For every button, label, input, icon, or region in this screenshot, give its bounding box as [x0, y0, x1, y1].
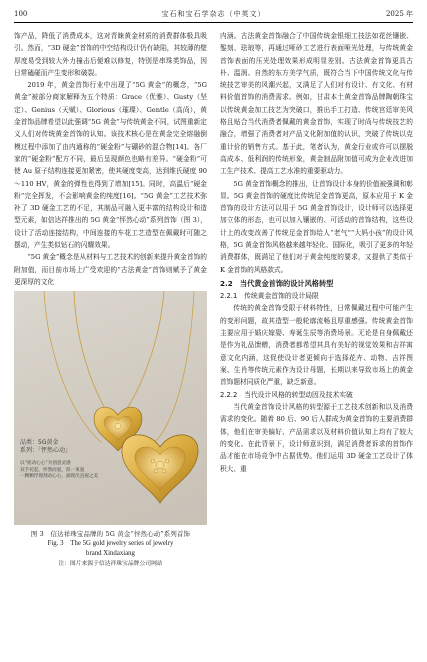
- figure-3-photo: [14, 291, 207, 525]
- paragraph: 2019 年，黄金首饰行业中出现了“5G 黄金”的概念，“5G 黄金”被部分商家解释为五个特质：Grace（优雅）、Gusty（坚定）、Genius（天赋）、Glorious（璀璨）、Gentle（高尚），黄金首饰品牌希望以此强调“5G 黄金”与传统黄金不同，试图重新定义人们对传统黄金首饰的认知。该技术核心是在黄金完全熔融倒模过程中添加了由内通称的“硬金粉”与硼砂的混合物[14]。各厂家的“硬金粉”配方不同，最后呈现颜色也略有差异。“硬金粉”可使 Au 原子结构连接更加紧密，使其硬度变高，达到维氏硬度 90～110 HV，黄金的弹性也得到了增加[15]。同时，高温后“硬金粉”完全挥发，不会影响黄金的纯度[16]。“5G 黄金”工艺技术弥补了 3D 硬金工艺的不足，其制品可融入更丰富的结构设计和造型元素，如信达祥推出的 5G 黄金“怦然心动”系列首饰（图 3），设计了活动连接结构，中间连接的车花工艺造型在佩戴时可随之摆动，产生类似钻石的闪耀效果。: [14, 81, 207, 250]
- paragraph: “5G 黄金”概念是从材料与工艺技术的创新来提升黄金首饰的附加值，而目前市场上广受欢迎的“古法黄金”首饰则赋予了黄金更深厚的文化: [14, 253, 207, 286]
- heart-pendant-lower: [122, 435, 198, 503]
- paragraph: 传统的黄金首饰受限于材料特性，日常佩戴过程中可能产生的变形问题，故其造型一般轮廓流畅且厚重感强。传统黄金首饰主要应用于婚庆嫁娶、寿诞生辰等消费场景。无论是自身佩戴还是作为礼品馈赠，消费者都希望其具有美好的视觉效果和吉祥寓意文化内涵，这促使设计者更倾向于选择花卉、动物、吉祥图案、生肖等传统元素作为设计母题，长期以来导致市场上的黄金首饰题材同质化严重，缺乏新意。: [220, 304, 413, 387]
- caption-english: Fig. 3 The 5G gold jewelry series of jewelry: [47, 540, 174, 548]
- paragraph: 5G 黄金首饰概念的推出，让首饰设计本身的价值被强调和彰显。5G 黄金首饰的硬度比传统足金首饰更高，原本应用于 K 金首饰的设计方法可以用于 5G 黄金首饰设计，设计师可以选择更加立体的形态，也可以加入镶嵌的、可活动的首饰结构，这些设计上的改变改善了传统足金首饰给人“老气”“大妈小孩”的设计风格，5G 黄金首饰风格越来越年轻化、国际化，吸引了更多的年轻消费群体，既满足了他们对于黄金纯度的要求，又提供了类似于 K 金首饰的风格款式。: [220, 179, 413, 274]
- paragraph: 饰产品，降低了消费成本，这对青睐黄金材质的消费群体极具吸引。然而，“3D 硬金”首饰的中空结构设计仍有缺陷，其较薄的壁厚度易受到较大外力撞击后便难以修复，特别是串珠类饰品，因日常磕碰而产生变形和破裂。: [14, 32, 207, 77]
- caption-chinese: 图 3 信达祥珠宝品牌的 5G 黄金“怦然心动”系列首饰: [30, 530, 191, 539]
- overlay-category: 品类：5G黄金: [20, 439, 59, 447]
- overlay-desc: 以“摇动心心”为创意灵感: [20, 461, 71, 467]
- paragraph: 内涵。古法黄金首饰融合了中国传统金银细工技法如花丝镶嵌、錾刻、珐琅等，再通过哑砂工艺进行表面哑光处理，与传统黄金首饰表面的压光处理效果形成明显差别。古法黄金首饰更具古朴、温润、自然的东方美学气质，既符合当下中国传统文化与传统技艺审美的风潮兴起，又满足了人们对有设计、有文化、有材料价值首饰的消费需求。例如，甘肃本土黄金首饰品牌陶朝珠宝以传统黄金加工技艺为突破口，推出手工打造、传统宫廷审美风格且贴合当代消费者佩戴的黄金首饰，实现了时尚与传统技艺的融合，增强了消费者对产品文化附加值的认识，突破了传统以克重计价的销售方式。基于此，笔者认为，黄金行业或许可以摆脱高成本、低利润的传统形象，黄金制品附加值可成为企业改进加工生产技术、提高工艺水准的重要驱动力。: [220, 32, 413, 176]
- journal-title: 宝石和宝石学杂志（中英文）: [161, 10, 266, 18]
- left-column: [14, 30, 207, 569]
- jewelry-photo: [14, 291, 207, 525]
- subsection-heading: 2.2.1 传统黄金首饰的设计局限: [220, 291, 319, 300]
- issue-year: 2025 年: [385, 10, 413, 18]
- paragraph: 当代黄金首饰设计风格的转型源于工艺技术创新和以及消费需求的变化。随着 80 后、90 后人群成为黄金首饰的主要消费群体，他们在审美偏好、产品需求以及材料价值认知上均有了较大的变化。在此背景下，设计师意识到，满足消费者诉求的首饰作品才能在市场竞争中占据优势。他们运用 3D 硬金工艺设计了体积大、重: [220, 403, 413, 473]
- running-header: [14, 6, 413, 23]
- caption-note: 注：图片来源于信达祥珠宝品牌公司网站: [58, 561, 163, 568]
- chain-line: [124, 291, 164, 413]
- overlay-desc: 一颗颗浮现刻动心心，涌现出直视之美: [20, 474, 99, 480]
- subsection-heading: 2.2.2 当代设计风格的转型动因及技术实破: [220, 390, 353, 399]
- right-column: [220, 30, 413, 475]
- caption-english: brand Xindaxiang: [86, 550, 135, 558]
- figure-caption: [14, 529, 207, 569]
- chain-line: [74, 291, 112, 419]
- chain-line: [44, 291, 102, 443]
- page-number: 100: [14, 10, 28, 18]
- figure-overlay-text: [20, 439, 118, 481]
- overlay-series: 系列：「怦然心动」: [20, 447, 72, 455]
- overlay-desc: 双手托起，怦然而爱，似一束爱: [20, 467, 85, 473]
- section-heading: 2.2 当代黄金首饰的设计风格转型: [220, 278, 334, 288]
